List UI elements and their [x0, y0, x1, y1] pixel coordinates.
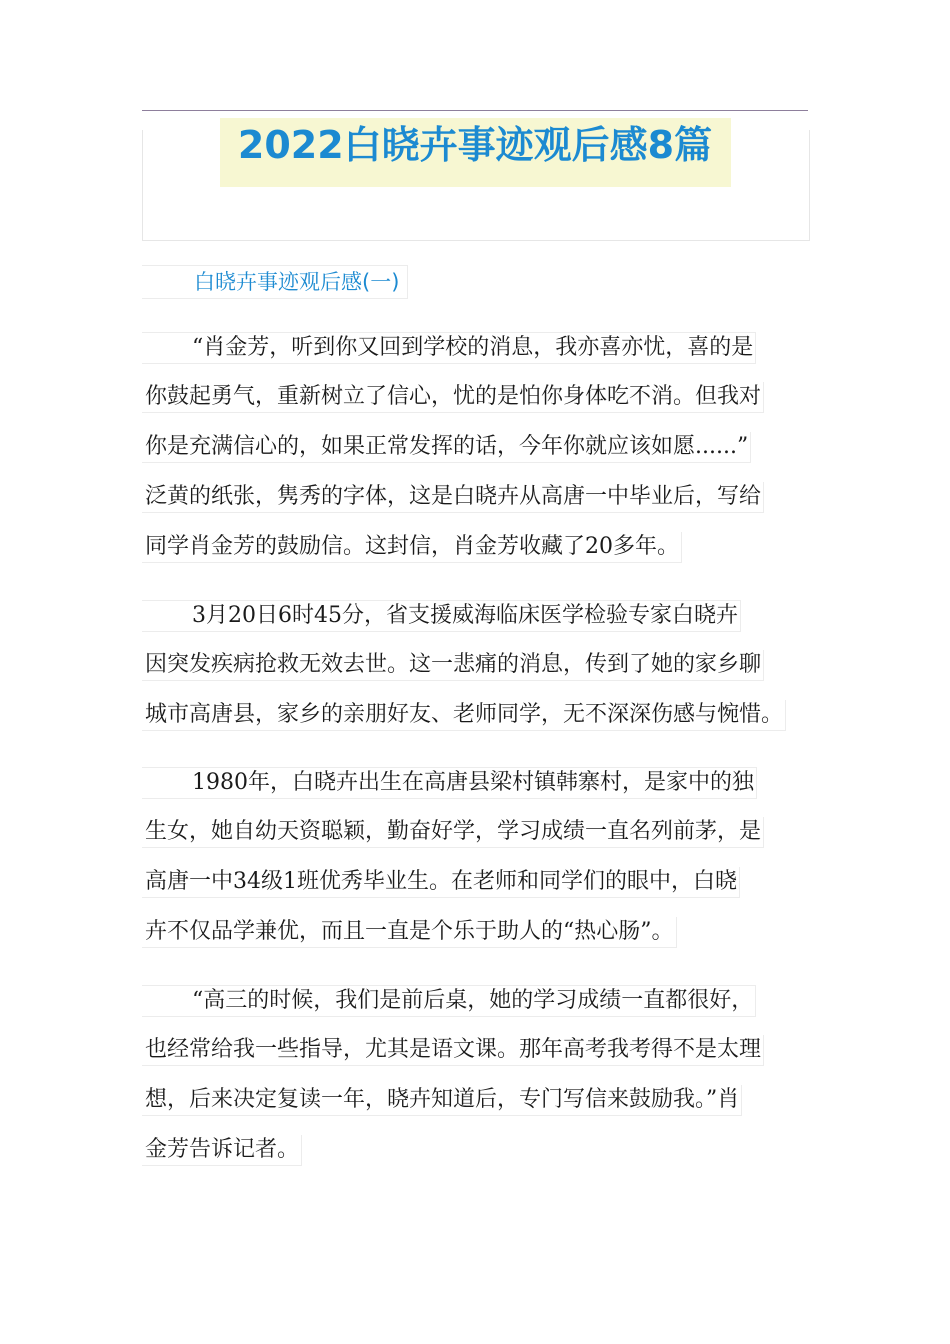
paragraph-1-line-3: 你是充满信心的，如果正常发挥的话，今年你就应该如愿......”	[142, 432, 751, 463]
paragraph-1-line-2: 你鼓起勇气，重新树立了信心，忧的是怕你身体吃不消。但我对	[142, 382, 764, 413]
section-heading: 白晓卉事迹观后感(一)	[142, 265, 408, 299]
paragraph-3-line-4: 卉不仅品学兼优，而且一直是个乐于助人的“热心肠”。	[142, 917, 677, 948]
paragraph-2-line-3: 城市高唐县，家乡的亲朋好友、老师同学，无不深深伤感与惋惜。	[142, 700, 786, 731]
top-rule	[142, 110, 808, 111]
paragraph-1-line-4: 泛黄的纸张，隽秀的字体，这是白晓卉从高唐一中毕业后，写给	[142, 482, 764, 513]
paragraph-1-line-5: 同学肖金芳的鼓励信。这封信，肖金芳收藏了20多年。	[142, 532, 682, 563]
paragraph-4-line-1: “高三的时候，我们是前后桌，她的学习成绩一直都很好，	[142, 985, 756, 1017]
paragraph-1-line-1: “肖金芳，听到你又回到学校的消息，我亦喜亦忧，喜的是	[142, 332, 756, 364]
document-title: 2022白晓卉事迹观后感8篇	[237, 123, 713, 167]
paragraph-2-line-1: 3月20日6时45分，省支援威海临床医学检验专家白晓卉	[142, 600, 741, 632]
paragraph-3-line-3: 高唐一中34级1班优秀毕业生。在老师和同学们的眼中，白晓	[142, 867, 740, 898]
paragraph-4-line-2: 也经常给我一些指导，尤其是语文课。那年高考我考得不是太理	[142, 1035, 764, 1066]
paragraph-2-line-2: 因突发疾病抢救无效去世。这一悲痛的消息，传到了她的家乡聊	[142, 650, 764, 681]
paragraph-4-line-4: 金芳告诉记者。	[142, 1135, 302, 1166]
paragraph-3-line-1: 1980年，白晓卉出生在高唐县梁村镇韩寨村，是家中的独	[142, 767, 757, 799]
paragraph-3-line-2: 生女，她自幼天资聪颖，勤奋好学，学习成绩一直名列前茅，是	[142, 817, 764, 848]
paragraph-4-line-3: 想，后来决定复读一年，晓卉知道后，专门写信来鼓励我。”肖	[142, 1085, 742, 1116]
